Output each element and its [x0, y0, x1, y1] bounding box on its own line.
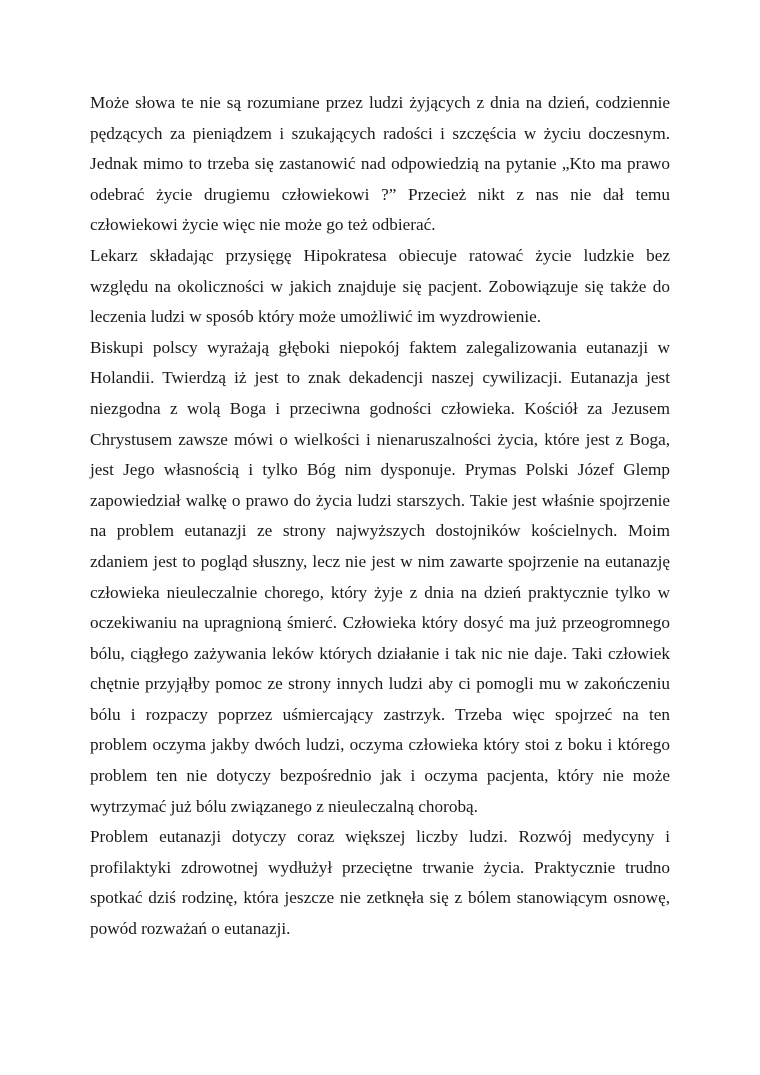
- paragraph-3: Biskupi polscy wyrażają głęboki niepokój faktem zalegalizowania eutanazji w Holandii. Twierdzą iż jest to znak dekadencji naszej cywilizacji. Eutanazja jest niezgodna z wolą Boga i przeciwna godności człowieka. Kościół za Jezusem Chrystusem zawsze mówi o wielkości i nienaruszalności życia, które jest z Boga, jest Jego własnością i tylko Bóg nim dysponuje. Prymas Polski Józef Glemp zapowiedział walkę o prawo do życia ludzi starszych. Takie jest właśnie spojrzenie na problem eutanazji ze strony najwyższych dostojników kościelnych. Moim zdaniem jest to pogląd słuszny, lecz nie jest w nim zawarte spojrzenie na eutanazję człowieka nieuleczalnie chorego, który żyje z dnia na dzień praktycznie tylko w oczekiwaniu na upragnioną śmierć. Człowieka który dosyć ma już przeogromnego bólu, ciągłego zażywania leków których działanie i tak nic nie daje. Taki człowiek chętnie przyjąłby pomoc ze strony innych ludzi aby ci pomogli mu w zakończeniu bólu i rozpaczy poprzez uśmiercający zastrzyk. Trzeba więc spojrzeć na ten problem oczyma jakby dwóch ludzi, oczyma człowieka który stoi z boku i którego problem ten nie dotyczy bezpośrednio jak i oczyma pacjenta, który nie może wytrzymać już bólu związanego z nieuleczalną chorobą.: [90, 337, 670, 816]
- paragraph-2: Lekarz składając przysięgę Hipokratesa obiecuje ratować życie ludzkie bez względu na okoliczności w jakich znajduje się pacjent. Zobowiązuje się także do leczenia ludzi w sposób który może umożliwić im wyzdrowienie.: [90, 245, 670, 327]
- document-body: [90, 88, 670, 945]
- paragraph-4: Problem eutanazji dotyczy coraz większej liczby ludzi. Rozwój medycyny i profilaktyki zdrowotnej wydłużył przeciętne trwanie życia. Praktycznie trudno spotkać dziś rodzinę, która jeszcze nie zetknęła się z bólem stanowiącym osnowę, powód rozważań o eutanazji.: [90, 827, 670, 939]
- paragraph-1: Może słowa te nie są rozumiane przez ludzi żyjących z dnia na dzień, codziennie pędzących za pieniądzem i szukających radości i szczęścia w życiu doczesnym. Jednak mimo to trzeba się zastanowić nad odpowiedzią na pytanie „Kto ma prawo odebrać życie drugiemu człowiekowi ?” Przecież nikt z nas nie dał temu człowiekowi życie więc nie może go też odbierać.: [90, 93, 670, 235]
